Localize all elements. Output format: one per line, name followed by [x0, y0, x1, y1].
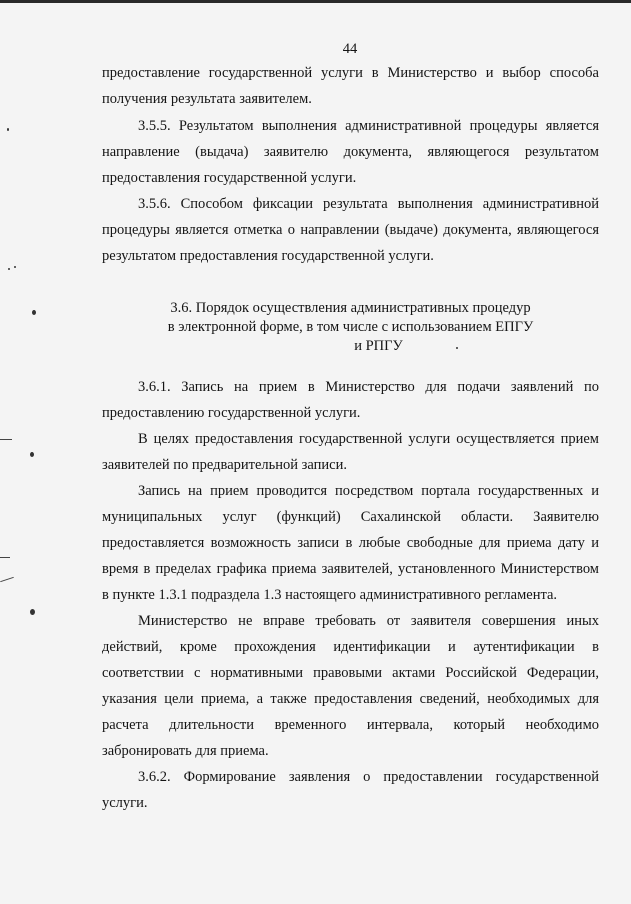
- text-line: муниципальных услуг (функций) Сахалинской области. Заявителю: [102, 509, 599, 525]
- text-line: услуги.: [102, 795, 148, 811]
- text-line: время в пределах графика приема заявителей, установленного Министерством: [102, 561, 599, 577]
- scan-line: [0, 557, 10, 558]
- text-line: результатом предоставления государственной услуги.: [102, 248, 434, 264]
- scan-line: [0, 577, 14, 582]
- text-line: забронировать для приема.: [102, 743, 269, 759]
- section-heading-line: 3.6. Порядок осуществления административных процедур: [170, 300, 531, 316]
- text-line: 3.6.1. Запись на прием в Министерство для подачи заявлений по: [138, 379, 599, 395]
- scan-line: [0, 439, 12, 440]
- punch-hole-mark: [30, 609, 35, 615]
- top-edge-rule: [0, 0, 631, 3]
- section-heading-line: и РПГУ: [354, 338, 403, 354]
- text-line: действий, кроме прохождения идентификации и аутентификации в: [102, 639, 599, 655]
- text-line: Запись на прием проводится посредством портала государственных и: [138, 483, 599, 499]
- text-line: соответствии с нормативными правовыми актами Российской Федерации,: [102, 665, 599, 681]
- text-line: предоставление государственной услуги в Министерство и выбор способа: [102, 65, 599, 81]
- text-line: получения результата заявителем.: [102, 91, 312, 107]
- text-line: в пункте 1.3.1 подраздела 1.3 настоящего административного регламента.: [102, 587, 558, 603]
- scan-speck: [456, 347, 458, 349]
- text-line: 3.5.6. Способом фиксации результата выполнения административной: [138, 196, 599, 212]
- text-line: 3.5.5. Результатом выполнения административной процедуры является: [138, 118, 599, 134]
- text-line: Министерство не вправе требовать от заявителя совершения иных: [138, 613, 599, 629]
- text-line: расчета длительности временного интервала, который необходимо: [102, 717, 599, 733]
- section-heading-line: в электронной форме, в том числе с использованием ЕПГУ: [167, 319, 534, 335]
- scan-speck: [7, 128, 9, 131]
- text-line: процедуры является отметка о направлении (выдаче) документа, являющегося: [102, 222, 599, 238]
- text-line: 3.6.2. Формирование заявления о предоставлении государственной: [138, 769, 599, 785]
- text-line: В целях предоставления государственной услуги осуществляется прием: [138, 431, 599, 447]
- punch-hole-mark: [32, 310, 36, 315]
- text-line: предоставляется возможность записи в любые свободные для приема дату и: [102, 535, 599, 551]
- page-number: 44: [342, 41, 358, 57]
- scan-speck: [14, 266, 16, 268]
- text-line: указания цели приема, а также предоставления сведений, необходимых для: [102, 691, 599, 707]
- text-line: предоставления государственной услуги.: [102, 170, 357, 186]
- text-line: направление (выдача) заявителю документа, являющегося результатом: [102, 144, 599, 160]
- scan-speck: [8, 268, 10, 270]
- text-line: предоставлению государственной услуги.: [102, 405, 361, 421]
- text-line: заявителей по предварительной записи.: [102, 457, 347, 473]
- punch-hole-mark: [30, 452, 34, 457]
